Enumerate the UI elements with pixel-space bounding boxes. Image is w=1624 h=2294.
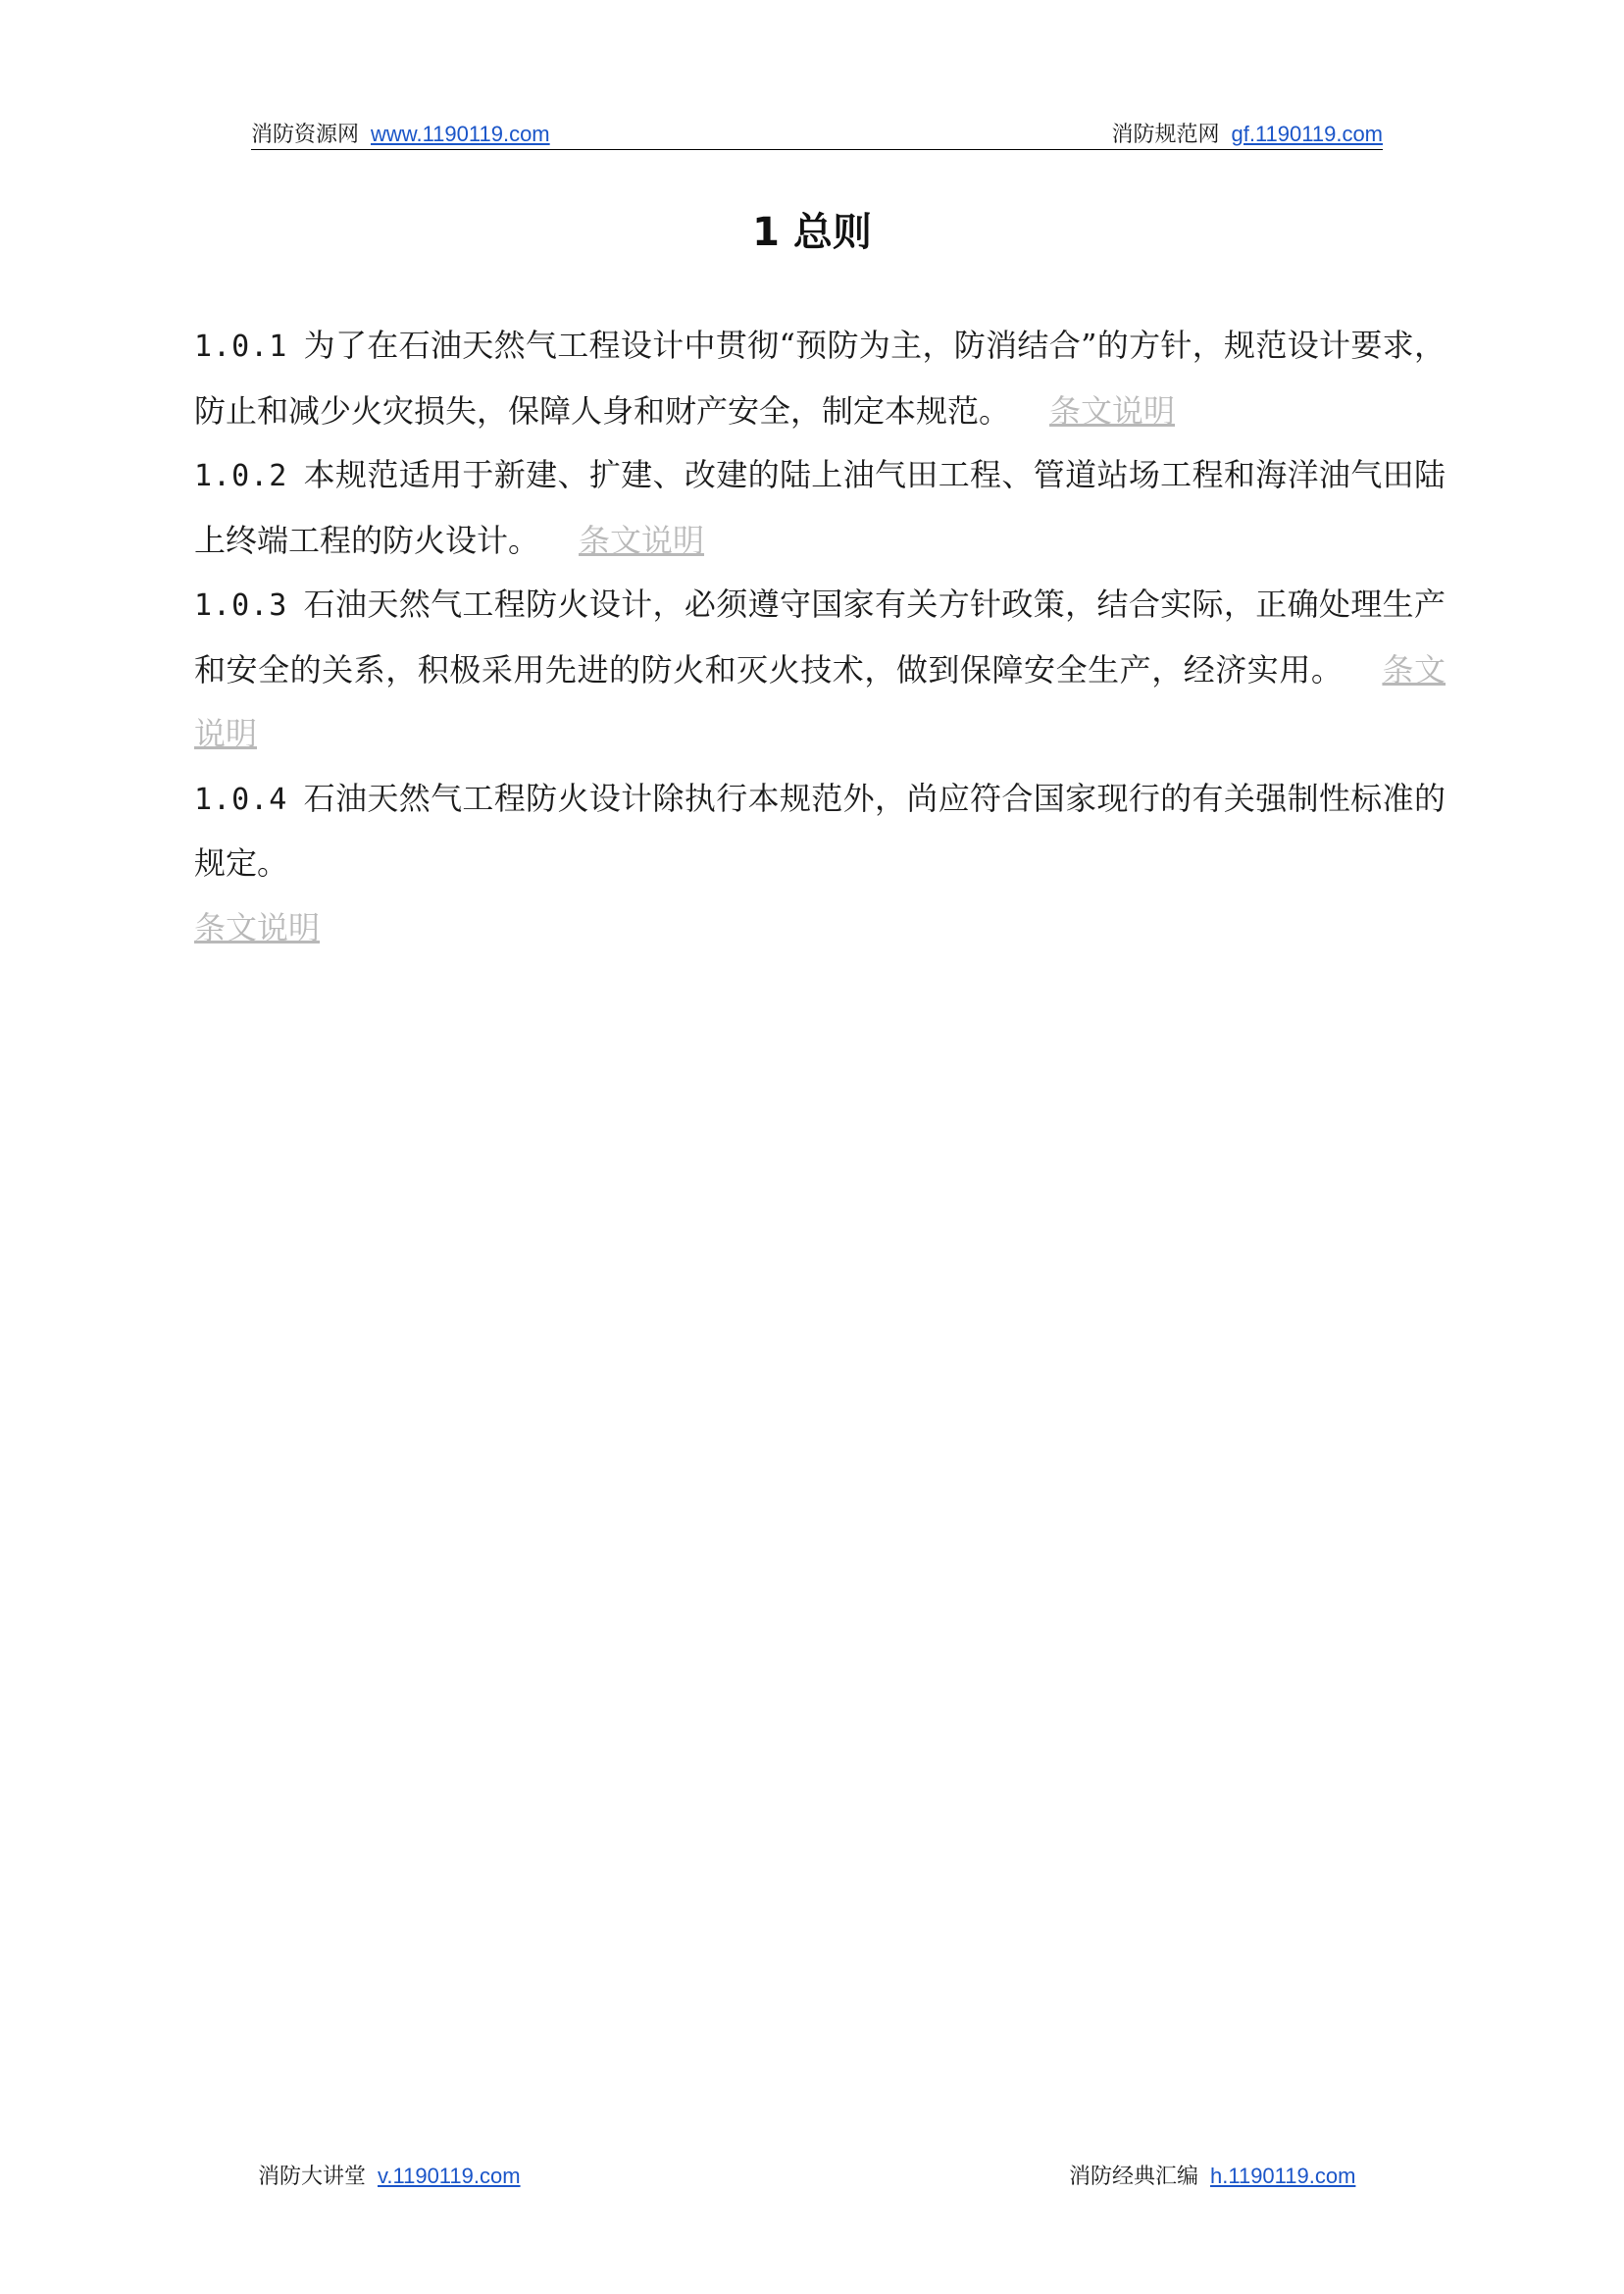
page-title: 1 总则 — [752, 210, 872, 255]
clause-text: 石油天然气工程防火设计除执行本规范外，尚应符合国家现行的有关强制性标准的规定。 — [194, 779, 1446, 882]
footer-left-site-link[interactable]: v.1190119.com — [378, 2164, 521, 2188]
clause-1-0-1 — [194, 314, 1446, 443]
clause-note-link[interactable]: 条文说明 — [579, 521, 705, 559]
clause-number: 1.0.3 — [194, 588, 288, 623]
page-footer — [0, 2161, 1624, 2192]
footer-right — [1069, 2161, 1355, 2193]
clause-text: 本规范适用于新建、扩建、改建的陆上油气田工程、管道站场工程和海洋油气田陆上终端工程的防火设计。 — [194, 456, 1446, 559]
header-left-site-link[interactable]: www.1190119.com — [371, 122, 550, 146]
header-right-site-link[interactable]: gf.1190119.com — [1231, 122, 1383, 146]
footer-right-site-name: 消防经典汇编 — [1069, 2165, 1199, 2189]
clause-number: 1.0.1 — [194, 330, 288, 364]
header-right — [1111, 120, 1383, 150]
clause-number: 1.0.2 — [194, 459, 288, 493]
clause-1-0-4 — [194, 767, 1446, 961]
clause-1-0-2 — [194, 443, 1446, 573]
footer-right-site-link[interactable]: h.1190119.com — [1210, 2164, 1356, 2188]
header-left — [251, 120, 550, 150]
header-right-site-name: 消防规范网 — [1111, 123, 1220, 147]
clause-number: 1.0.4 — [194, 782, 288, 817]
footer-left — [258, 2161, 521, 2193]
clause-text: 为了在石油天然气工程设计中贯彻“预防为主，防消结合”的方针，规范设计要求，防止和减少火灾损失，保障人身和财产安全，制定本规范。 — [194, 327, 1446, 430]
clause-note-link[interactable]: 条文说明 — [194, 908, 321, 946]
page-header — [251, 120, 1383, 150]
clause-text: 石油天然气工程防火设计，必须遵守国家有关方针政策，结合实际，正确处理生产和安全的关系，积极采用先进的防火和灭火技术，做到保障安全生产，经济实用。 — [194, 586, 1446, 688]
header-left-site-name: 消防资源网 — [251, 123, 360, 147]
clause-list — [194, 314, 1446, 960]
clause-note-link[interactable]: 条文说明 — [1049, 391, 1176, 430]
clause-note-link[interactable]: 条文说明 — [194, 650, 1446, 752]
clause-1-0-3 — [194, 573, 1446, 767]
footer-left-site-name: 消防大讲堂 — [258, 2165, 367, 2189]
